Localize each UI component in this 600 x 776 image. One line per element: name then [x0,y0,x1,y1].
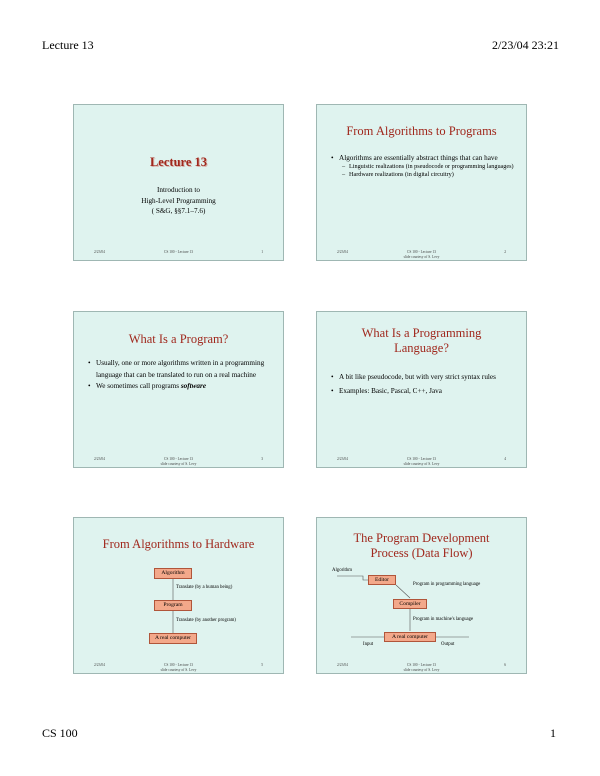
slide-title: What Is a Programming Language? [361,326,482,355]
slide-footer-credit: slide courtesy of S. Levy [403,462,440,466]
slide-footer-date: 2/23/04 [94,250,105,254]
slide-footer-date: 2/23/04 [337,663,348,667]
slide-footer-course: CS 100 - Lecture 13 [163,663,194,667]
slide-1 [73,104,284,261]
page-header-right: 2/23/04 23:21 [491,38,559,52]
slide-footer-date: 2/23/04 [94,457,105,461]
slide-footer-number: 1 [261,250,263,254]
output-label: Output [441,642,455,647]
slide-2 [316,104,527,261]
connector-line [337,576,368,580]
page-footer-left: CS 100 [42,726,78,740]
editor-box: Editor [368,575,396,585]
real-computer-box: A real computer [149,633,197,644]
slide-title: What Is a Program? [128,332,229,346]
page-footer-right: 1 [550,726,556,740]
slide-5 [73,517,284,674]
slide-footer-date: 2/23/04 [337,457,348,461]
emphasis-text: software [180,382,207,390]
input-label: Input [363,642,374,647]
slide-3 [73,311,284,468]
slide-title: Lecture 13 [149,155,208,169]
slide-title: From Algorithms to Hardware [102,537,255,551]
slide-footer [317,457,526,467]
compiler-box: Compiler [393,599,427,609]
slide-footer [317,663,526,673]
subtitle-line: Introduction to [157,186,200,194]
algorithm-box: Algorithm [154,568,192,579]
slide-footer-credit: slide courtesy of S. Levy [160,462,197,466]
sub-bullet: – Linguistic realizations (in pseudocode or programming languages) [331,163,514,171]
slide-4 [316,311,527,468]
slide-subtitle [74,185,283,217]
translate-label: Translate (by a human being) [176,585,233,590]
bullet-list [331,153,514,179]
bullet-text: We sometimes call programs [96,382,181,390]
subtitle-line: ( S&G, §§7.1–7.6) [151,207,206,215]
connector-line [396,585,410,598]
page-header-left: Lecture 13 [42,38,94,52]
slide-title: The Program Development Process (Data Flow) [353,531,490,560]
slide-footer-date: 2/23/04 [94,663,105,667]
flow-label: Program in machine's language [413,617,474,622]
bullet [88,381,271,393]
bullet: • Algorithms are essentially abstract things that can have [331,153,514,163]
bullet: • A bit like pseudocode, but with very strict syntax rules [331,372,514,384]
slide-footer-number: 4 [504,457,506,461]
slide-footer-number: 3 [261,457,263,461]
flow-connectors [74,518,285,675]
flow-label: Program in programming language [413,582,481,587]
bullet-list [88,358,271,393]
slide-footer-credit: slide courtesy of S. Levy [160,668,197,672]
sub-bullet: – Hardware realizations (in digital circuitry) [331,171,514,179]
slide-footer-number: 5 [261,663,263,667]
slide-footer-number: 6 [504,663,506,667]
input-algorithm-label: Algorithm [332,568,352,573]
slide-footer-course: CS 100 - Lecture 13 [406,457,437,461]
slide-footer-course: CS 100 - Lecture 13 [163,250,194,254]
program-box: Program [154,600,192,611]
translate-label: Translate (by another program) [176,618,236,623]
slide-6 [316,517,527,674]
slide-footer [74,250,283,260]
slide-footer [74,663,283,673]
flow-connectors [317,518,528,675]
slide-footer-date: 2/23/04 [337,250,348,254]
slide-footer-credit: slide courtesy of S. Levy [403,668,440,672]
bullet: • Examples: Basic, Pascal, C++, Java [331,386,514,398]
slide-footer-course: CS 100 - Lecture 13 [163,457,194,461]
slide-footer [317,250,526,260]
slide-footer-course: CS 100 - Lecture 13 [406,663,437,667]
bullet: • Usually, one or more algorithms written in a programming language that can be translated to run on a real machine [88,358,271,381]
slide-footer-credit: slide courtesy of S. Levy [403,255,440,259]
slide-footer-course: CS 100 - Lecture 13 [406,250,437,254]
slide-title: From Algorithms to Programs [346,124,497,138]
slide-footer [74,457,283,467]
slide-footer-number: 2 [504,250,506,254]
subtitle-line: High-Level Programming [141,196,216,205]
real-computer-box: A real computer [384,632,436,642]
bullet-list [331,372,514,397]
